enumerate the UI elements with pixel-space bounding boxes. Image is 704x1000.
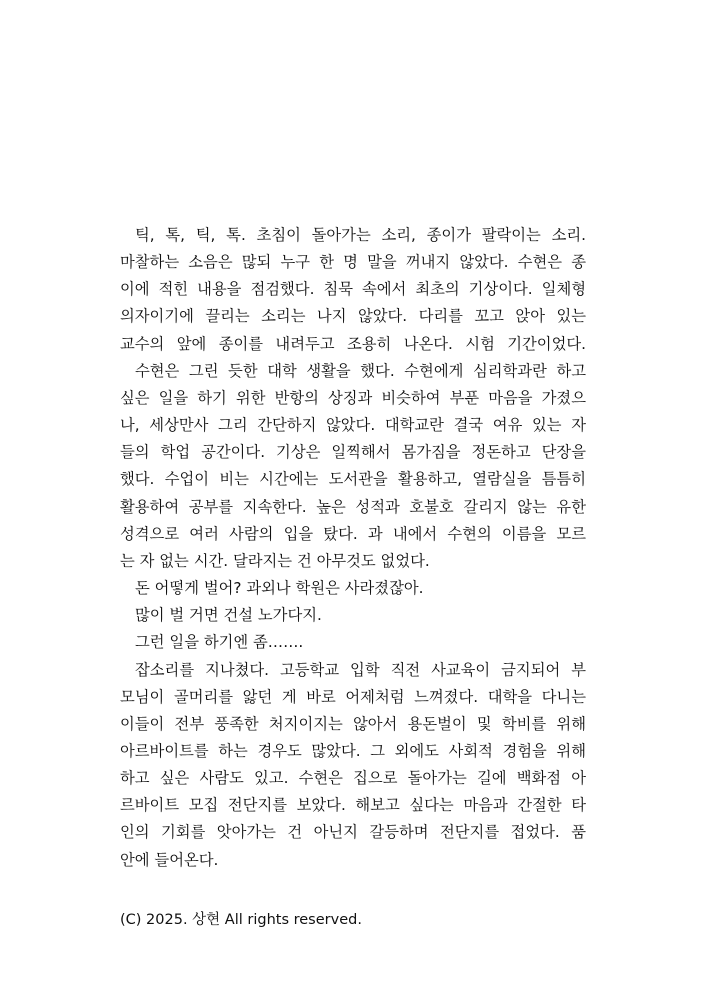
copyright-footer: (C) 2025. 상현 All rights reserved. [120, 912, 362, 928]
body-line: 르바이트 모집 전단지를 보았다. 해보고 싶다는 마음과 간절한 타 [120, 796, 586, 815]
body-line: 의자이기에 끌리는 소리는 나지 않았다. 다리를 꼬고 앉아 있는 [120, 307, 586, 326]
body-line: 싶은 일을 하기 위한 반항의 상징과 비슷하여 부푼 마음을 가졌으 [120, 388, 586, 407]
body-line: 마찰하는 소음은 많되 누구 한 명 말을 꺼내지 않았다. 수현은 종 [120, 253, 586, 272]
body-line: 이들이 전부 풍족한 처지이지는 않아서 용돈벌이 및 학비를 위해 [120, 714, 586, 733]
body-line: 안에 들어온다. [120, 850, 219, 869]
dialogue-line: 그런 일을 하기엔 좀……. [135, 633, 304, 652]
body-line: 나, 세상만사 그리 간단하지 않았다. 대학교란 결국 여유 있는 자 [120, 416, 586, 435]
body-line: 잡소리를 지나쳤다. 고등학교 입학 직전 사교육이 금지되어 부 [135, 660, 586, 679]
body-line: 틱, 톡, 틱, 톡. 초침이 돌아가는 소리, 종이가 팔락이는 소리. [135, 226, 586, 244]
body-line: 모님이 골머리를 앓던 게 바로 어제처럼 느껴졌다. 대학을 다니는 [120, 687, 586, 706]
body-line: 하고 싶은 사람도 있고. 수현은 집으로 돌아가는 길에 백화점 아 [120, 769, 586, 788]
body-line: 활용하여 공부를 지속한다. 높은 성적과 호불호 갈리지 않는 유한 [120, 497, 586, 516]
body-line: 했다. 수업이 비는 시간에는 도서관을 활용하고, 열람실을 틈틈히 [120, 470, 586, 489]
body-line: 는 자 없는 시간. 달라지는 건 아무것도 없었다. [120, 551, 430, 570]
body-line: 성격으로 여러 사람의 입을 탔다. 과 내에서 수현의 이름을 모르 [120, 524, 586, 543]
story-body [120, 222, 586, 874]
body-line: 들의 학업 공간이다. 기상은 일찍해서 몸가짐을 정돈하고 단장을 [120, 443, 586, 462]
body-line: 아르바이트를 하는 경우도 많았다. 그 외에도 사회적 경험을 위해 [120, 741, 586, 760]
dialogue-line: 많이 벌 거면 건설 노가다지. [135, 606, 322, 625]
body-line: 이에 적힌 내용을 점검했다. 침묵 속에서 최초의 기상이다. 일체형 [120, 280, 586, 299]
body-line: 인의 기회를 앗아가는 건 아닌지 갈등하며 전단지를 접었다. 품 [120, 823, 586, 842]
dialogue-line: 돈 어떻게 벌어? 과외나 학원은 사라졌잖아. [135, 579, 424, 598]
body-line: 수현은 그린 듯한 대학 생활을 했다. 수현에게 심리학과란 하고 [135, 361, 586, 380]
body-line: 교수의 앞에 종이를 내려두고 조용히 나온다. 시험 기간이었다. [120, 334, 586, 353]
